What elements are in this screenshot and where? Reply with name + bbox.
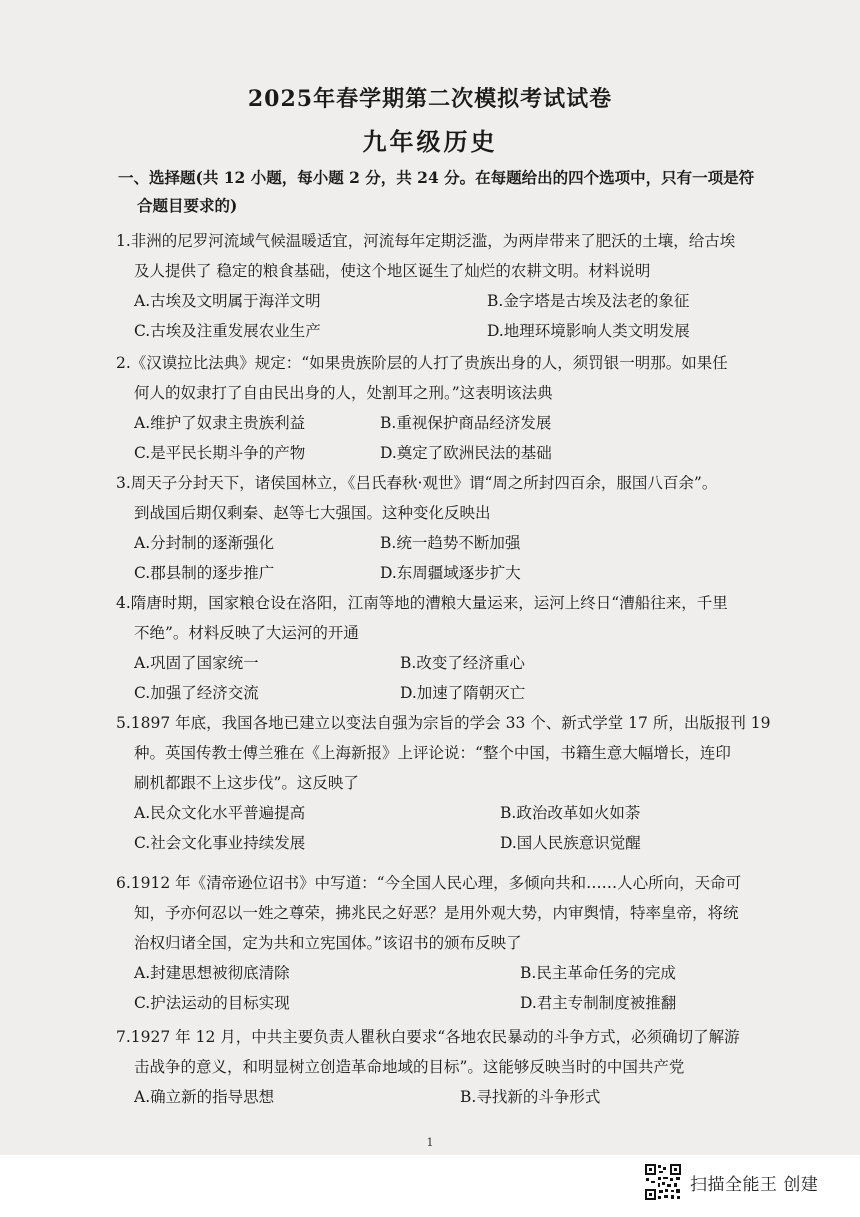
option-group [116, 648, 816, 708]
exam-subject: 九年级历史 [362, 127, 498, 156]
page-number: 1 [426, 1136, 434, 1149]
question-5 [116, 708, 816, 858]
option-b[interactable]: B.民主革命任务的完成 [520, 964, 676, 982]
question-1 [116, 226, 816, 346]
option-group [116, 958, 816, 1018]
question-3 [116, 468, 816, 588]
section-heading [118, 164, 808, 220]
option-d[interactable]: D.东周疆域逐步扩大 [380, 564, 521, 582]
question-stem-line: 2.《汉谟拉比法典》规定：“如果贵族阶层的人打了贵族出身的人，须罚银一明那。如果任 [116, 354, 728, 372]
scanner-brand-label: 扫描全能王 创建 [690, 1174, 819, 1195]
question-stem-line: 5.1897 年底，我国各地已建立以变法自强为宗旨的学会 33 个、新式学堂 17 所，出版报刊 19 [116, 714, 771, 732]
option-b[interactable]: B.改变了经济重心 [400, 654, 525, 672]
question-7 [116, 1022, 816, 1112]
question-4 [116, 588, 816, 708]
option-a[interactable]: A.维护了奴隶主贵族利益 [134, 414, 306, 432]
exam-title: 2025年春学期第二次模拟考试试卷 [247, 86, 613, 112]
question-stem-line: 治权归诸全国，定为共和立宪国体。”该诏书的颁布反映了 [134, 934, 522, 952]
option-a[interactable]: A.古埃及文明属于海洋文明 [134, 292, 321, 310]
option-group [116, 798, 816, 858]
option-b[interactable]: B.寻找新的斗争形式 [460, 1088, 601, 1106]
option-a[interactable]: A.分封制的逐渐强化 [134, 534, 275, 552]
option-group [116, 286, 816, 346]
section-heading-line-1: 一、选择题(共 12 小题，每小题 2 分，共 24 分。在每题给出的四个选项中，只有一项是符 [118, 168, 755, 187]
option-c[interactable]: C.古埃及注重发展农业生产 [134, 322, 321, 340]
question-stem-line: 1.非洲的尼罗河流域气候温暖适宜，河流每年定期泛滥，为两岸带来了肥沃的土壤，给古埃 [116, 232, 736, 250]
qr-code-icon [644, 1163, 682, 1201]
option-d[interactable]: D.君主专制制度被推翻 [520, 994, 677, 1012]
option-c[interactable]: C.是平民长期斗争的产物 [134, 444, 306, 462]
option-a[interactable]: A.民众文化水平普遍提高 [134, 804, 306, 822]
option-group [116, 408, 816, 468]
question-2 [116, 348, 816, 468]
question-stem-line: 及人提供了 稳定的粮食基础，使这个地区诞生了灿烂的农耕文明。材料说明 [134, 262, 651, 280]
question-stem-line: 知，予亦何忍以一姓之尊荣，拂兆民之好恶？是用外观大势，内审舆情，特率皇帝，将统 [134, 904, 739, 922]
section-heading-line-2: 合题目要求的) [137, 196, 238, 215]
question-stem-line: 7.1927 年 12 月，中共主要负责人瞿秋白要求“各地农民暴动的斗争方式，必须确切了解游 [116, 1028, 740, 1046]
scanner-watermark [644, 1162, 818, 1202]
question-stem-line: 6.1912 年《清帝逊位诏书》中写道：“今全国人民心理，多倾向共和……人心所向，天命可 [116, 874, 742, 892]
option-d[interactable]: D.奠定了欧洲民法的基础 [380, 444, 552, 462]
option-c[interactable]: C.加强了经济交流 [134, 684, 259, 702]
question-stem-line: 3.周天子分封天下，诸侯国林立，《吕氏春秋·观世》谓“周之所封四百余，服国八百余”。 [116, 474, 718, 492]
option-a[interactable]: A.封建思想被彻底清除 [134, 964, 290, 982]
option-b[interactable]: B.重视保护商品经济发展 [380, 414, 552, 432]
option-b[interactable]: B.统一趋势不断加强 [380, 534, 521, 552]
question-stem-line: 刷机都跟不上这步伐”。这反映了 [134, 774, 359, 792]
option-d[interactable]: D.国人民族意识觉醒 [500, 834, 641, 852]
question-stem-line: 何人的奴隶打了自由民出身的人，处割耳之刑。”这表明该法典 [134, 384, 553, 402]
option-c[interactable]: C.郡县制的逐步推广 [134, 564, 275, 582]
option-a[interactable]: A.确立新的指导思想 [134, 1088, 275, 1106]
question-stem-line: 种。英国传教士傅兰雅在《上海新报》上评论说：“整个中国，书籍生意大幅增长，连印 [134, 744, 731, 762]
option-group [116, 528, 816, 588]
option-b[interactable]: B.金字塔是古埃及法老的象征 [487, 292, 690, 310]
option-d[interactable]: D.地理环境影响人类文明发展 [487, 322, 690, 340]
option-a[interactable]: A.巩固了国家统一 [134, 654, 259, 672]
option-d[interactable]: D.加速了隋朝灭亡 [400, 684, 526, 702]
option-group [116, 1082, 816, 1112]
question-stem-line: 不绝”。材料反映了大运河的开通 [134, 624, 359, 642]
question-stem-line: 击战争的意义，和明显树立创造革命地域的目标”。这能够反映当时的中国共产党 [134, 1058, 685, 1076]
option-b[interactable]: B.政治改革如火如荼 [500, 804, 641, 822]
option-c[interactable]: C.护法运动的目标实现 [134, 994, 290, 1012]
question-stem-line: 到战国后期仅剩秦、赵等七大强国。这种变化反映出 [134, 504, 491, 522]
question-6 [116, 868, 816, 1018]
question-stem-line: 4.隋唐时期，国家粮仓设在洛阳，江南等地的漕粮大量运来，运河上终日“漕船往来，千里 [116, 594, 728, 612]
option-c[interactable]: C.社会文化事业持续发展 [134, 834, 306, 852]
